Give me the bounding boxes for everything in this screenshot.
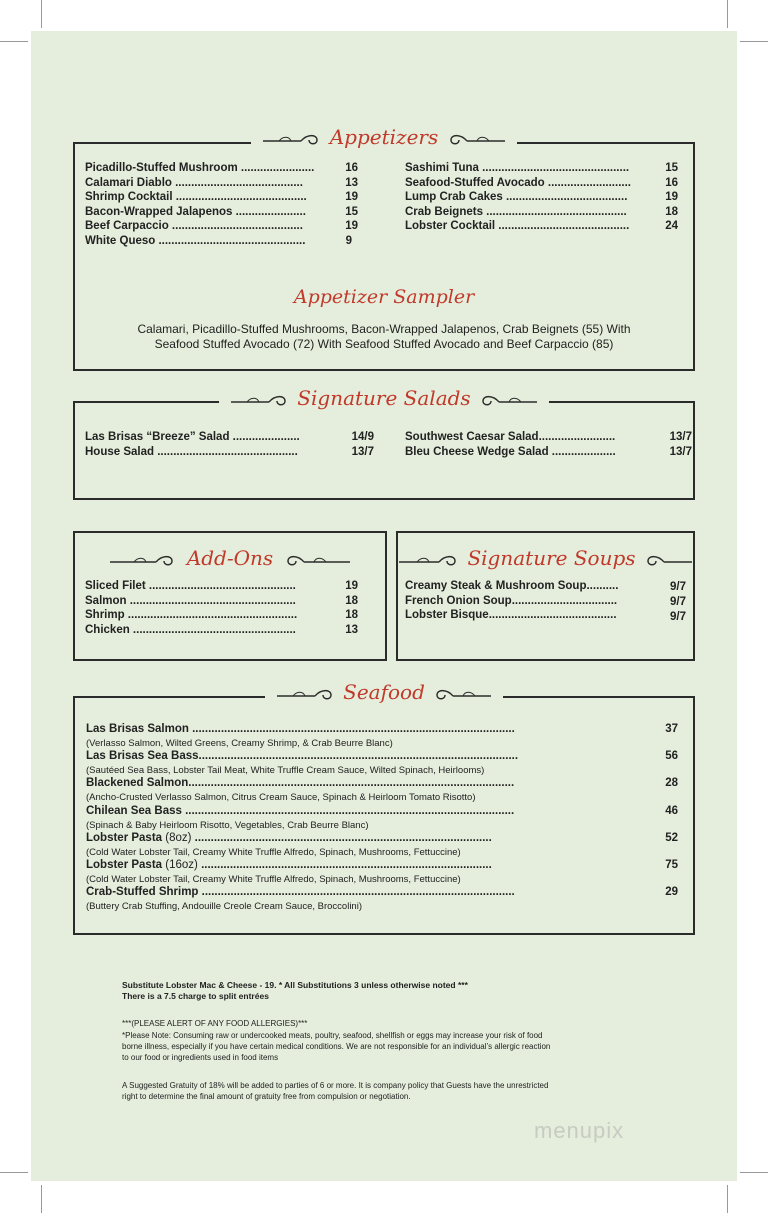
seafood-header bbox=[0, 680, 768, 704]
seafood-item-size: (8oz) bbox=[165, 832, 192, 844]
menu-item-price: 19 bbox=[345, 191, 358, 203]
scroll-ornament-icon bbox=[229, 393, 289, 409]
crop-mark bbox=[41, 1185, 42, 1213]
seafood-item-name: Las Brisas Salmon ..................................................................................................... bbox=[86, 723, 515, 735]
seafood-item-price: 52 bbox=[665, 832, 678, 844]
soups-title: Signature Soups bbox=[463, 546, 639, 570]
menu-item-name: Lump Crab Cakes ...................................... bbox=[405, 191, 628, 203]
addons-title: Add-Ons bbox=[183, 546, 277, 570]
menu-item-price: 13/7 bbox=[669, 431, 692, 443]
scroll-ornament-icon bbox=[644, 553, 694, 569]
seafood-item-description: (Verlasso Salmon, Wilted Greens, Creamy Shrimp, & Crab Beurre Blanc) bbox=[86, 738, 393, 749]
leader-dots: ............................................................................................. bbox=[191, 832, 492, 844]
salads-header bbox=[0, 386, 768, 410]
menu-item-price: 15 bbox=[665, 162, 678, 174]
menu-item-name: Sliced Filet .............................................. bbox=[85, 580, 296, 592]
menu-item-name: Lobster Cocktail ......................................... bbox=[405, 220, 630, 232]
seafood-item-description: (Cold Water Lobster Tail, Creamy White Truffle Alfredo, Spinach, Mushrooms, Fettuccine) bbox=[86, 847, 461, 858]
menu-item-price: 14/9 bbox=[351, 431, 374, 443]
seafood-item-name: Blackened Salmon...................................................................................................... bbox=[86, 777, 515, 789]
menu-item-name: Crab Beignets ............................................ bbox=[405, 206, 627, 218]
menu-item-price: 16 bbox=[665, 177, 678, 189]
crop-mark bbox=[740, 41, 768, 42]
appetizers-header bbox=[0, 125, 768, 149]
crop-mark bbox=[41, 0, 42, 28]
menu-item-name: Las Brisas “Breeze” Salad ..................... bbox=[85, 431, 300, 443]
allergy-note: borne illness, especially if you have certain medical conditions. We are not responsible for an individual’s allergic reaction bbox=[122, 1042, 551, 1051]
scroll-ornament-icon bbox=[433, 687, 493, 703]
menu-item-price: 24 bbox=[665, 220, 678, 232]
menu-item-name: Picadillo-Stuffed Mushroom ....................... bbox=[85, 162, 315, 174]
salads-title: Signature Salads bbox=[293, 386, 474, 410]
seafood-item-description: (Spinach & Baby Heirloom Risotto, Vegetables, Crab Beurre Blanc) bbox=[86, 820, 369, 831]
scroll-ornament-icon bbox=[275, 687, 335, 703]
allergy-note: to our food or ingredients used in food items bbox=[122, 1053, 279, 1062]
seafood-item-name: Chilean Sea Bass ....................................................................................................... bbox=[86, 805, 515, 817]
seafood-item-description: (Buttery Crab Stuffing, Andouille Creole Cream Sauce, Broccolini) bbox=[86, 901, 362, 912]
menu-item-price: 9/7 bbox=[670, 596, 686, 608]
sampler-description: Seafood Stuffed Avocado (72) With Seafood Stuffed Avocado and Beef Carpaccio (85) bbox=[154, 337, 614, 351]
menu-item-price: 9 bbox=[345, 235, 352, 247]
menu-item-price: 19 bbox=[345, 220, 358, 232]
seafood-item-name: Las Brisas Sea Bass.................................................................................................... bbox=[86, 750, 519, 762]
menu-item-name: Creamy Steak & Mushroom Soup.......... bbox=[405, 580, 619, 592]
seafood-item-price: 37 bbox=[665, 723, 678, 735]
menu-item-price: 15 bbox=[345, 206, 358, 218]
menu-item-name: Bleu Cheese Wedge Salad .................... bbox=[405, 446, 616, 458]
menu-item-name: Sashimi Tuna .............................................. bbox=[405, 162, 630, 174]
menu-item-name: Lobster Bisque........................................ bbox=[405, 609, 617, 621]
watermark-logo: menupix bbox=[534, 1118, 625, 1143]
menu-item-name: Bacon-Wrapped Jalapenos ...................... bbox=[85, 206, 306, 218]
seafood-item-size: (16oz) bbox=[165, 859, 198, 871]
menu-item-price: 19 bbox=[665, 191, 678, 203]
crop-mark bbox=[727, 0, 728, 28]
seafood-item-title: Lobster Pasta bbox=[86, 832, 163, 844]
menu-item-price: 16 bbox=[345, 162, 358, 174]
scroll-ornament-icon bbox=[397, 553, 459, 569]
menu-item-price: 18 bbox=[665, 206, 678, 218]
seafood-item-price: 46 bbox=[665, 805, 678, 817]
scroll-ornament-icon bbox=[282, 553, 352, 569]
menu-item-name: Shrimp ..................................................... bbox=[85, 609, 298, 621]
gratuity-note: A Suggested Gratuity of 18% will be added to parties of 6 or more. It is company policy that Guests have the unrestricted bbox=[122, 1081, 549, 1090]
menu-item-name: Shrimp Cocktail ......................................... bbox=[85, 191, 307, 203]
crop-mark bbox=[0, 1172, 28, 1173]
gratuity-note: right to determine the final amount of gratuity free from compulsion or negotiation. bbox=[122, 1092, 411, 1101]
seafood-item-description: (Sautéed Sea Bass, Lobster Tail Meat, White Truffle Cream Sauce, Wilted Spinach, Heirlooms) bbox=[86, 765, 485, 776]
scroll-ornament-icon bbox=[447, 132, 507, 148]
seafood-item-price: 75 bbox=[665, 859, 678, 871]
crop-mark bbox=[740, 1172, 768, 1173]
menu-item-price: 13/7 bbox=[669, 446, 692, 458]
seafood-item-description: (Ancho-Crusted Verlasso Salmon, Citrus Cream Sauce, Spinach & Heirloom Tomato Risotto) bbox=[86, 792, 476, 803]
substitution-note: Substitute Lobster Mac & Cheese - 19. * All Substitutions 3 unless otherwise noted *** bbox=[122, 980, 468, 990]
scroll-ornament-icon bbox=[479, 393, 539, 409]
split-charge-note: There is a 7.5 charge to split entrées bbox=[122, 991, 269, 1001]
menu-item-name: House Salad ............................................ bbox=[85, 446, 298, 458]
crop-mark bbox=[727, 1185, 728, 1213]
menu-item-price: 18 bbox=[345, 609, 358, 621]
seafood-title: Seafood bbox=[339, 680, 429, 704]
menu-item-name: Calamari Diablo ........................................ bbox=[85, 177, 303, 189]
allergy-note: *Please Note: Consuming raw or undercooked meats, poultry, seafood, shellfish or eggs may increase your risk of food bbox=[122, 1031, 543, 1040]
sampler-description: Calamari, Picadillo-Stuffed Mushrooms, Bacon-Wrapped Jalapenos, Crab Beignets (55) With bbox=[137, 322, 631, 336]
sampler-title: Appetizer Sampler bbox=[293, 286, 475, 308]
menu-item-name: Beef Carpaccio ......................................... bbox=[85, 220, 303, 232]
appetizers-title: Appetizers bbox=[326, 125, 443, 149]
menu-item-name: Seafood-Stuffed Avocado .......................... bbox=[405, 177, 631, 189]
seafood-item-price: 29 bbox=[665, 886, 678, 898]
seafood-item-name: Crab-Stuffed Shrimp .................................................................................................. bbox=[86, 886, 515, 898]
menu-item-price: 18 bbox=[345, 595, 358, 607]
seafood-item-price: 28 bbox=[665, 777, 678, 789]
menu-item-name: Southwest Caesar Salad........................ bbox=[405, 431, 616, 443]
menu-item-name: Chicken ................................................... bbox=[85, 624, 296, 636]
seafood-item-price: 56 bbox=[665, 750, 678, 762]
soups-header bbox=[396, 546, 695, 570]
seafood-item-description: (Cold Water Lobster Tail, Creamy White Truffle Alfredo, Spinach, Mushrooms, Fettuccine) bbox=[86, 874, 461, 885]
menu-item-name: French Onion Soup................................. bbox=[405, 595, 618, 607]
seafood-item-name bbox=[86, 859, 646, 871]
crop-mark bbox=[0, 41, 28, 42]
seafood-item-title: Lobster Pasta bbox=[86, 859, 163, 871]
menu-item-name: White Queso .............................................. bbox=[85, 235, 306, 247]
menu-item-price: 13/7 bbox=[351, 446, 374, 458]
menu-item-price: 9/7 bbox=[670, 611, 686, 623]
menu-item-price: 9/7 bbox=[670, 581, 686, 593]
scroll-ornament-icon bbox=[108, 553, 178, 569]
allergy-title: ***(PLEASE ALERT OF ANY FOOD ALLERGIES)*** bbox=[122, 1019, 308, 1028]
seafood-item-name bbox=[86, 832, 646, 844]
leader-dots: ........................................................................................... bbox=[197, 859, 492, 871]
menu-item-price: 13 bbox=[345, 177, 358, 189]
addons-header bbox=[73, 546, 387, 570]
menu-item-name: Salmon .................................................... bbox=[85, 595, 296, 607]
menu-item-price: 19 bbox=[345, 580, 358, 592]
scroll-ornament-icon bbox=[261, 132, 321, 148]
menu-item-price: 13 bbox=[345, 624, 358, 636]
